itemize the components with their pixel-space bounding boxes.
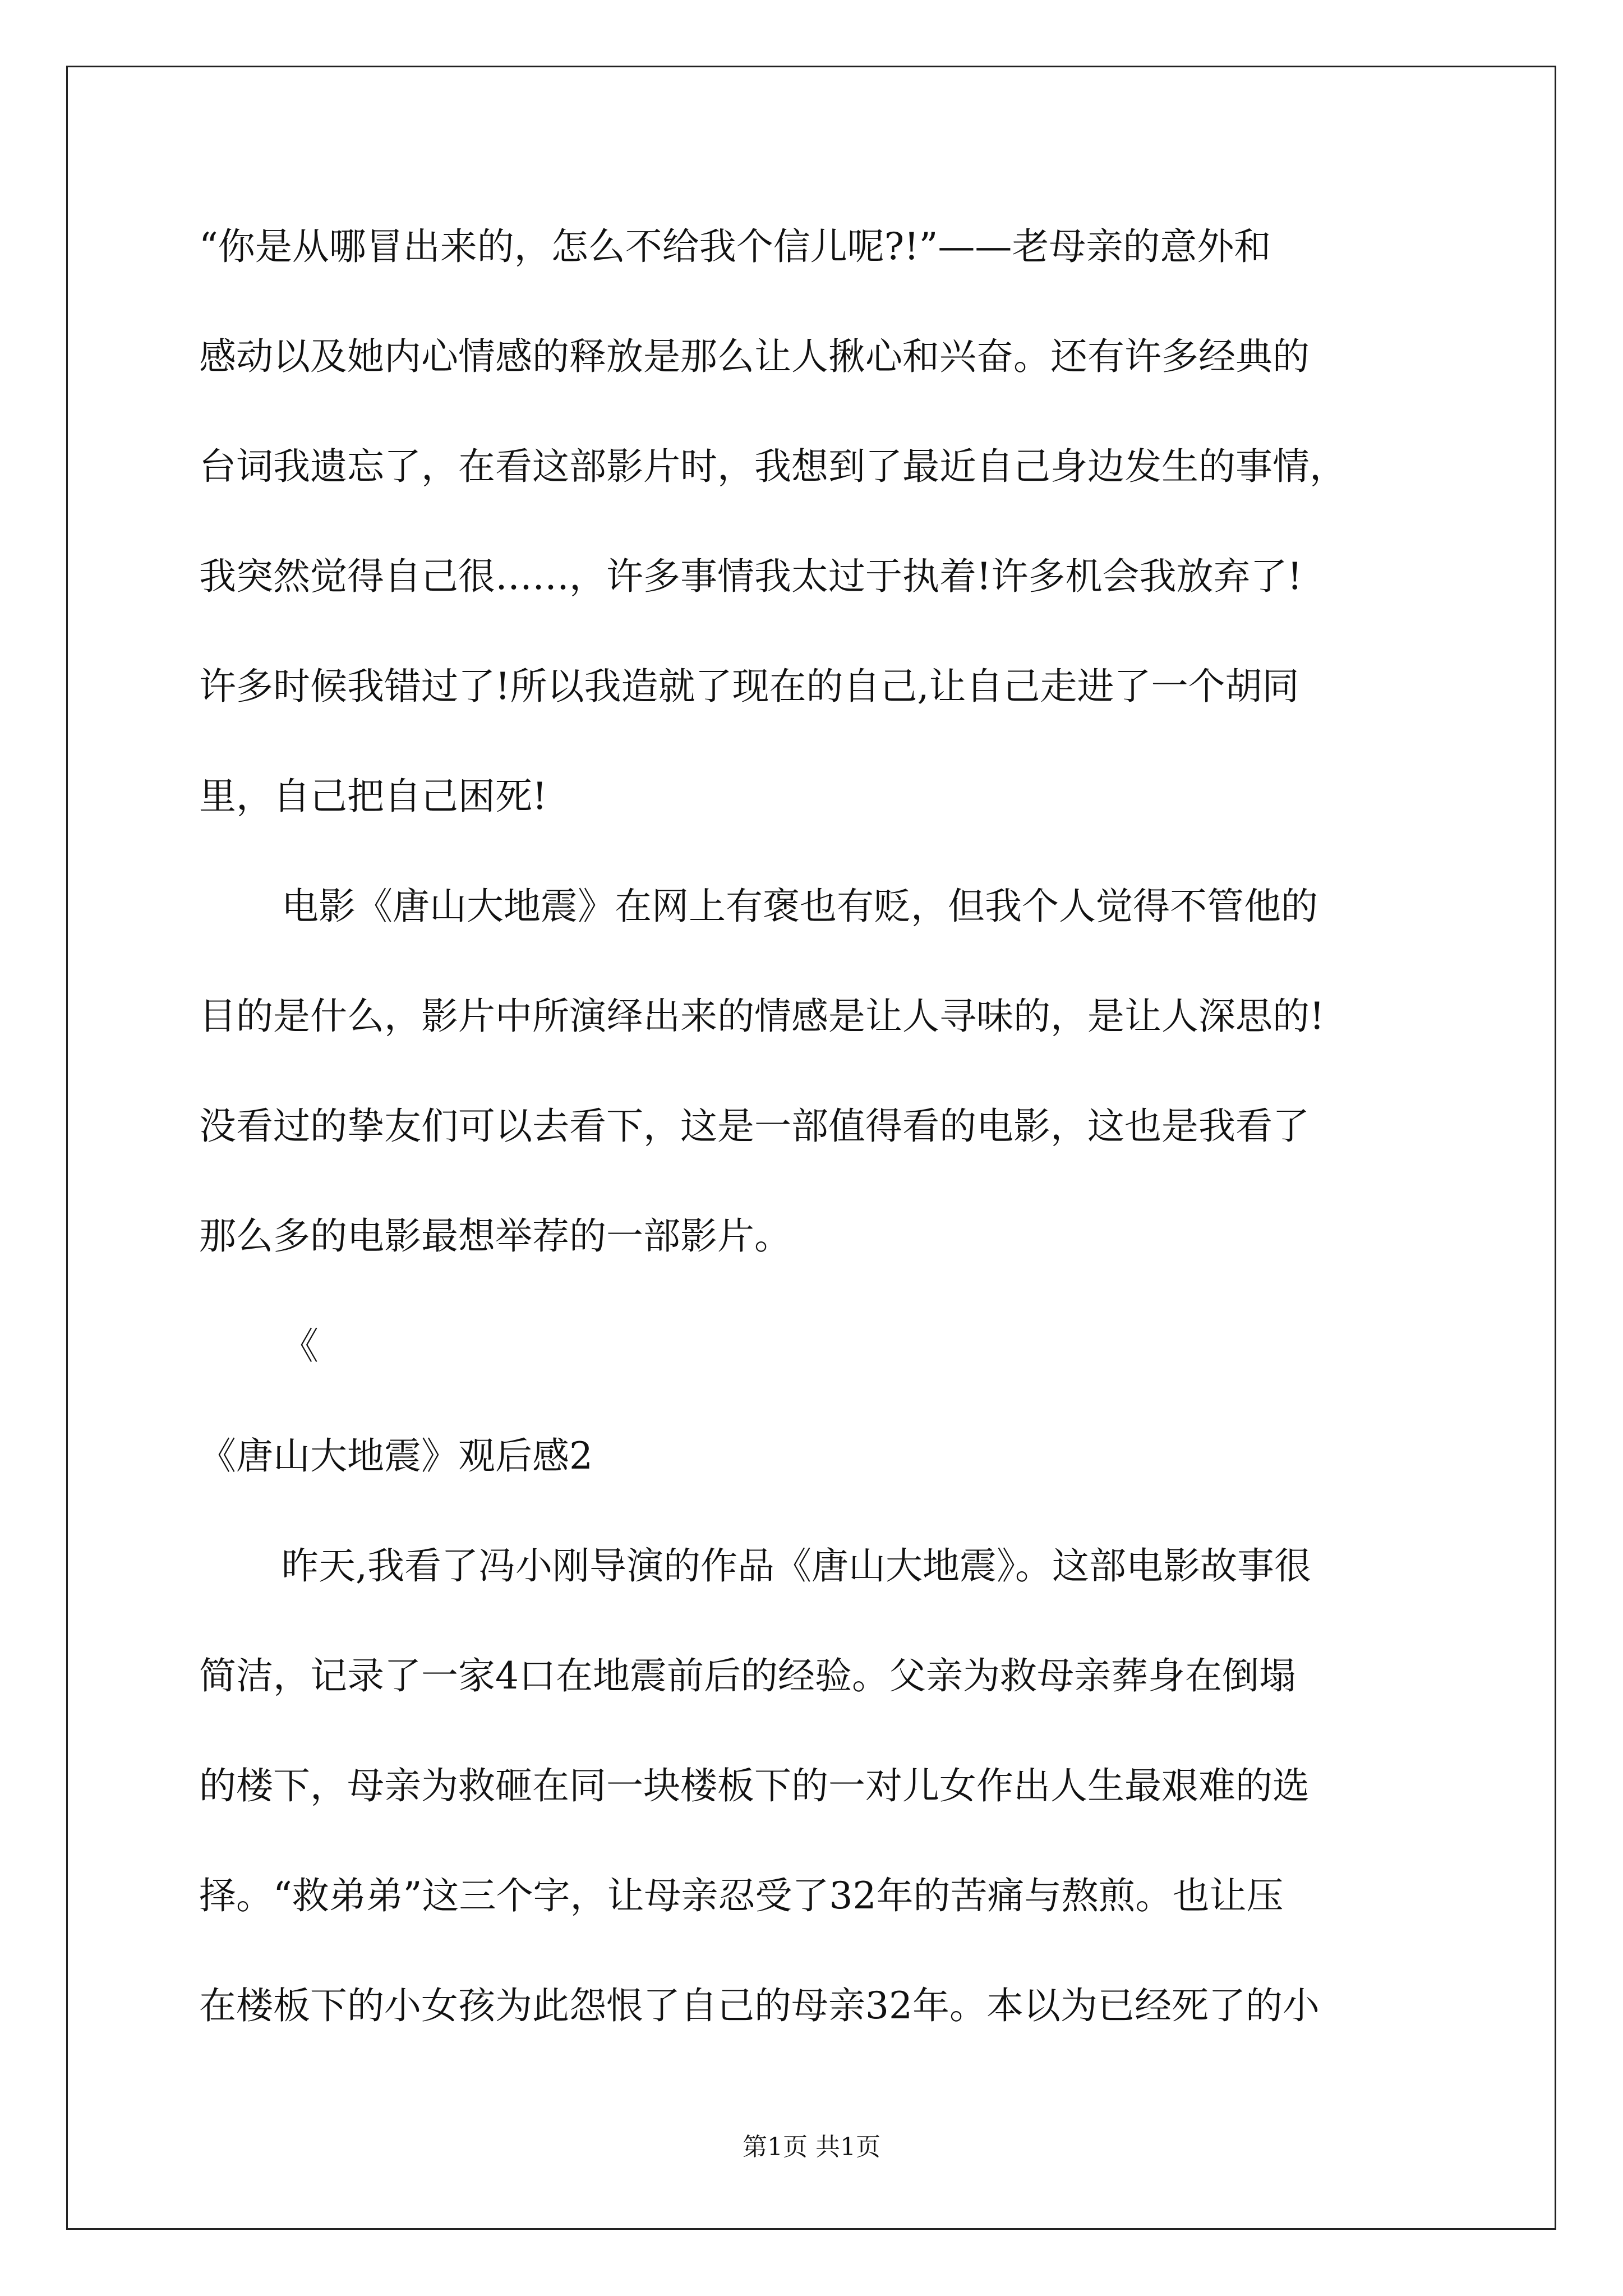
page-footer: 第1页 共1页 xyxy=(743,2133,880,2161)
text-line: 台词我遗忘了，在看这部影片时，我想到了最近自己身边发生的事情， xyxy=(199,445,1347,488)
paragraph-start-line: 昨天,我看了冯小刚导演的作品《唐山大地震》。这部电影故事很 xyxy=(282,1544,1311,1588)
text-line: 许多时候我错过了!所以我造就了现在的自己,让自己走进了一个胡同 xyxy=(199,665,1299,708)
text-line: 我突然觉得自己很……，许多事情我太过于执着!许多机会我放弃了! xyxy=(199,555,1303,598)
document-body xyxy=(199,213,1427,2082)
paragraph-start-line: 电影《唐山大地震》在网上有褒也有贬，但我个人觉得不管他的 xyxy=(282,885,1318,928)
text-line: 择。“救弟弟”这三个字，让母亲忍受了32年的苦痛与熬煎。也让压 xyxy=(199,1874,1284,1917)
text-line: 里，自己把自己困死! xyxy=(199,775,547,818)
text-line: 目的是什么，影片中所演绎出来的情感是让人寻味的，是让人深思的! xyxy=(199,995,1325,1038)
text-line: “你是从哪冒出来的，怎么不给我个信儿呢?!”——老母亲的意外和 xyxy=(199,225,1271,268)
text-line: 没看过的挚友们可以去看下，这是一部值得看的电影，这也是我看了 xyxy=(199,1105,1310,1148)
section-heading: 《唐山大地震》观后感2 xyxy=(199,1434,593,1478)
text-line: 的楼下，母亲为救砸在同一块楼板下的一对儿女作出人生最艰难的选 xyxy=(199,1764,1310,1807)
text-line: 简洁，记录了一家4口在地震前后的经验。父亲为救母亲葬身在倒塌 xyxy=(199,1654,1296,1697)
text-line: 在楼板下的小女孩为此怨恨了自己的母亲32年。本以为已经死了的小 xyxy=(199,1984,1320,2027)
text-line: 那么多的电影最想举荐的一部影片。 xyxy=(199,1214,791,1258)
bracket-line: 《 xyxy=(282,1324,319,1368)
text-line: 感动以及她内心情感的释放是那么让人揪心和兴奋。还有许多经典的 xyxy=(199,335,1310,378)
